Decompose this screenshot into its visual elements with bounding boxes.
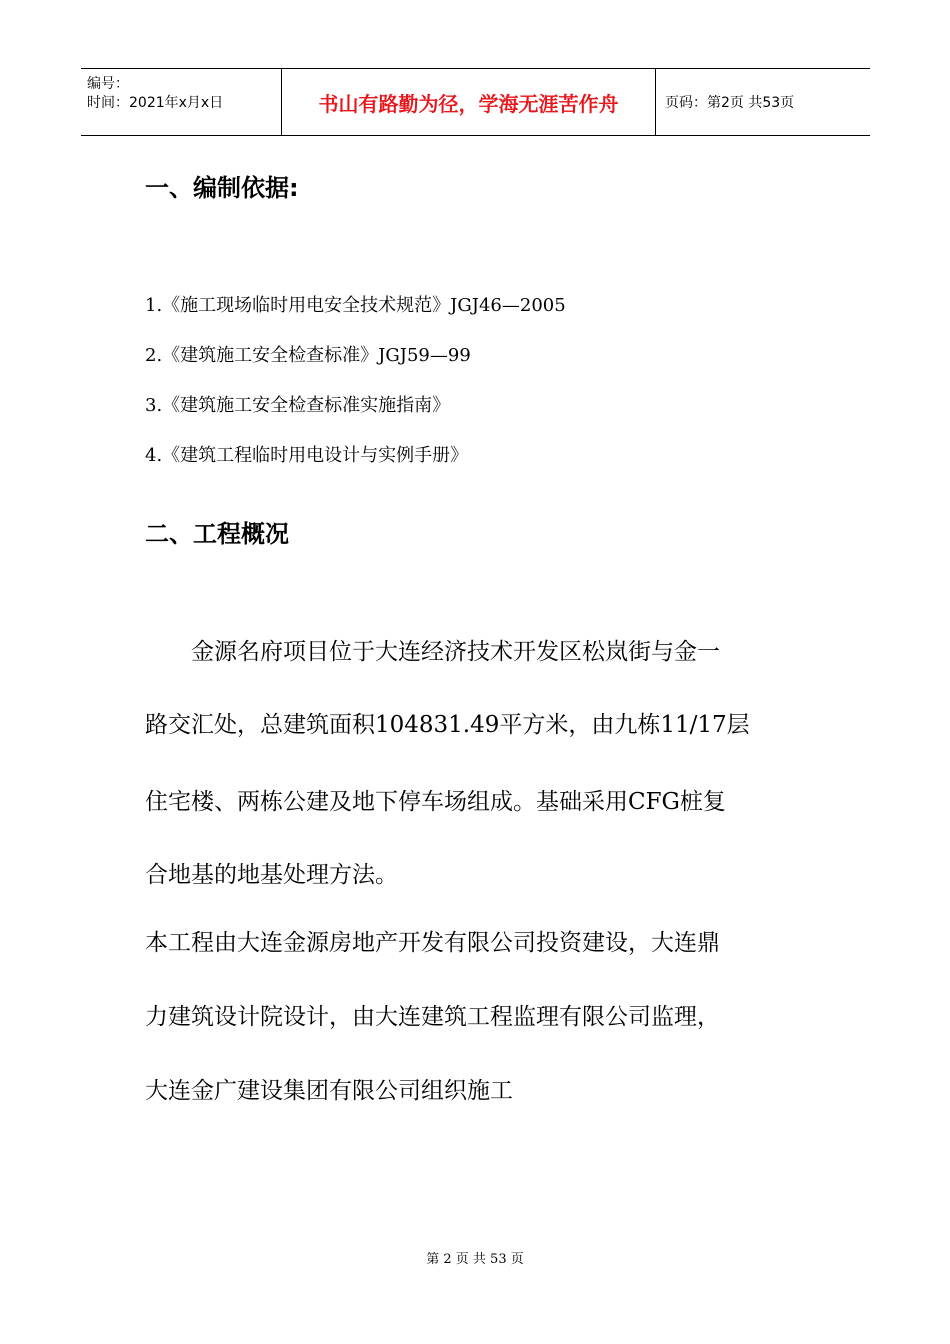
reference-item: 2.《建筑施工安全检查标准》JGJ59—99 <box>145 345 471 366</box>
header-motto: 书山有路勤为径，学海无涯苦作舟 <box>318 91 619 116</box>
overview-line: 住宅楼、两栋公建及地下停车场组成。基础采用CFG桩复 <box>145 789 726 815</box>
overview-line: 金源名府项目位于大连经济技术开发区松岚街与金一 <box>145 639 720 665</box>
header-page-number: 页码：第2页 共53页 <box>665 95 795 111</box>
reference-item: 3.《建筑施工安全检查标准实施指南》 <box>145 395 451 416</box>
reference-item: 1.《施工现场临时用电安全技术规范》JGJ46—2005 <box>145 295 566 316</box>
overview-line: 合地基的地基处理方法。 <box>145 862 398 888</box>
overview-line: 大连金广建设集团有限公司组织施工 <box>145 1078 513 1104</box>
page-footer: 第 2 页 共 53 页 <box>426 1252 524 1267</box>
page-header-table <box>81 68 870 136</box>
section-heading-basis: 一、编制依据: <box>145 174 299 202</box>
reference-item: 4.《建筑工程临时用电设计与实例手册》 <box>145 445 469 466</box>
date-label: 时间：2021年x月x日 <box>87 95 224 111</box>
overview-line: 力建筑设计院设计，由大连建筑工程监理有限公司监理， <box>145 1004 720 1030</box>
section-heading-overview: 二、工程概况 <box>145 520 289 548</box>
overview-line: 路交汇处，总建筑面积104831.49平方米，由九栋11/17层 <box>145 712 750 738</box>
header-meta-cell <box>81 69 281 135</box>
code-label: 编号： <box>87 76 129 92</box>
header-divider <box>655 69 656 135</box>
overview-line: 本工程由大连金源房地产开发有限公司投资建设，大连鼎 <box>145 930 720 956</box>
